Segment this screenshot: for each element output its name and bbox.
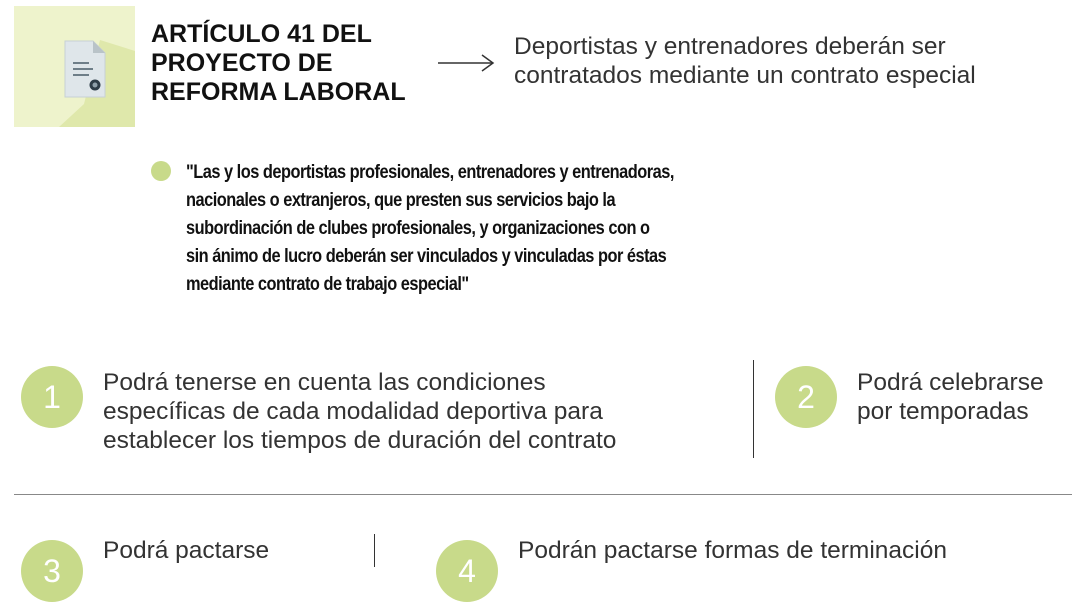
arrow-right-icon	[438, 53, 496, 73]
document-tile	[14, 6, 135, 127]
condition-line: Podrá tenerse en cuenta las condiciones	[103, 369, 546, 396]
condition-text	[518, 536, 947, 565]
article-title-line: ARTÍCULO 41 DEL	[151, 20, 372, 48]
quote-line: sin ánimo de lucro deberán ser vinculados y vinculadas por éstas	[186, 245, 667, 267]
article-title-line: REFORMA LABORAL	[151, 78, 406, 106]
bullet-dot-icon	[151, 161, 171, 181]
condition-line: específicas de cada modalidad deportiva para	[103, 398, 603, 425]
condition-number-badge: 4	[436, 540, 498, 602]
article-summary	[514, 32, 1074, 90]
condition-text	[857, 368, 1044, 426]
condition-number-badge: 1	[21, 366, 83, 428]
condition-line: Podrán pactarse formas de terminación	[518, 537, 947, 564]
column-divider	[374, 534, 375, 567]
condition-line: por temporadas	[857, 398, 1029, 425]
article-title	[151, 20, 431, 107]
article-quote	[186, 158, 846, 298]
summary-line: Deportistas y entrenadores deberán ser	[514, 33, 946, 60]
condition-text	[103, 536, 269, 565]
column-divider	[753, 360, 754, 458]
quote-line: nacionales o extranjeros, que presten sus servicios bajo la	[186, 189, 616, 211]
quote-line: subordinación de clubes profesionales, y organizaciones con o	[186, 217, 650, 239]
summary-line: contratados mediante un contrato especial	[514, 62, 976, 89]
quote-line: "Las y los deportistas profesionales, entrenadores y entrenadoras,	[186, 161, 674, 183]
condition-line: establecer los tiempos de duración del contrato	[103, 427, 617, 454]
condition-line: Podrá celebrarse	[857, 369, 1044, 396]
condition-line: Podrá pactarse	[103, 537, 270, 564]
condition-number-badge: 2	[775, 366, 837, 428]
article-title-line: PROYECTO DE	[151, 49, 333, 77]
condition-text	[103, 368, 616, 455]
section-divider	[14, 494, 1072, 495]
document-icon	[63, 39, 107, 99]
condition-number-badge: 3	[21, 540, 83, 602]
quote-line: mediante contrato de trabajo especial"	[186, 273, 469, 295]
